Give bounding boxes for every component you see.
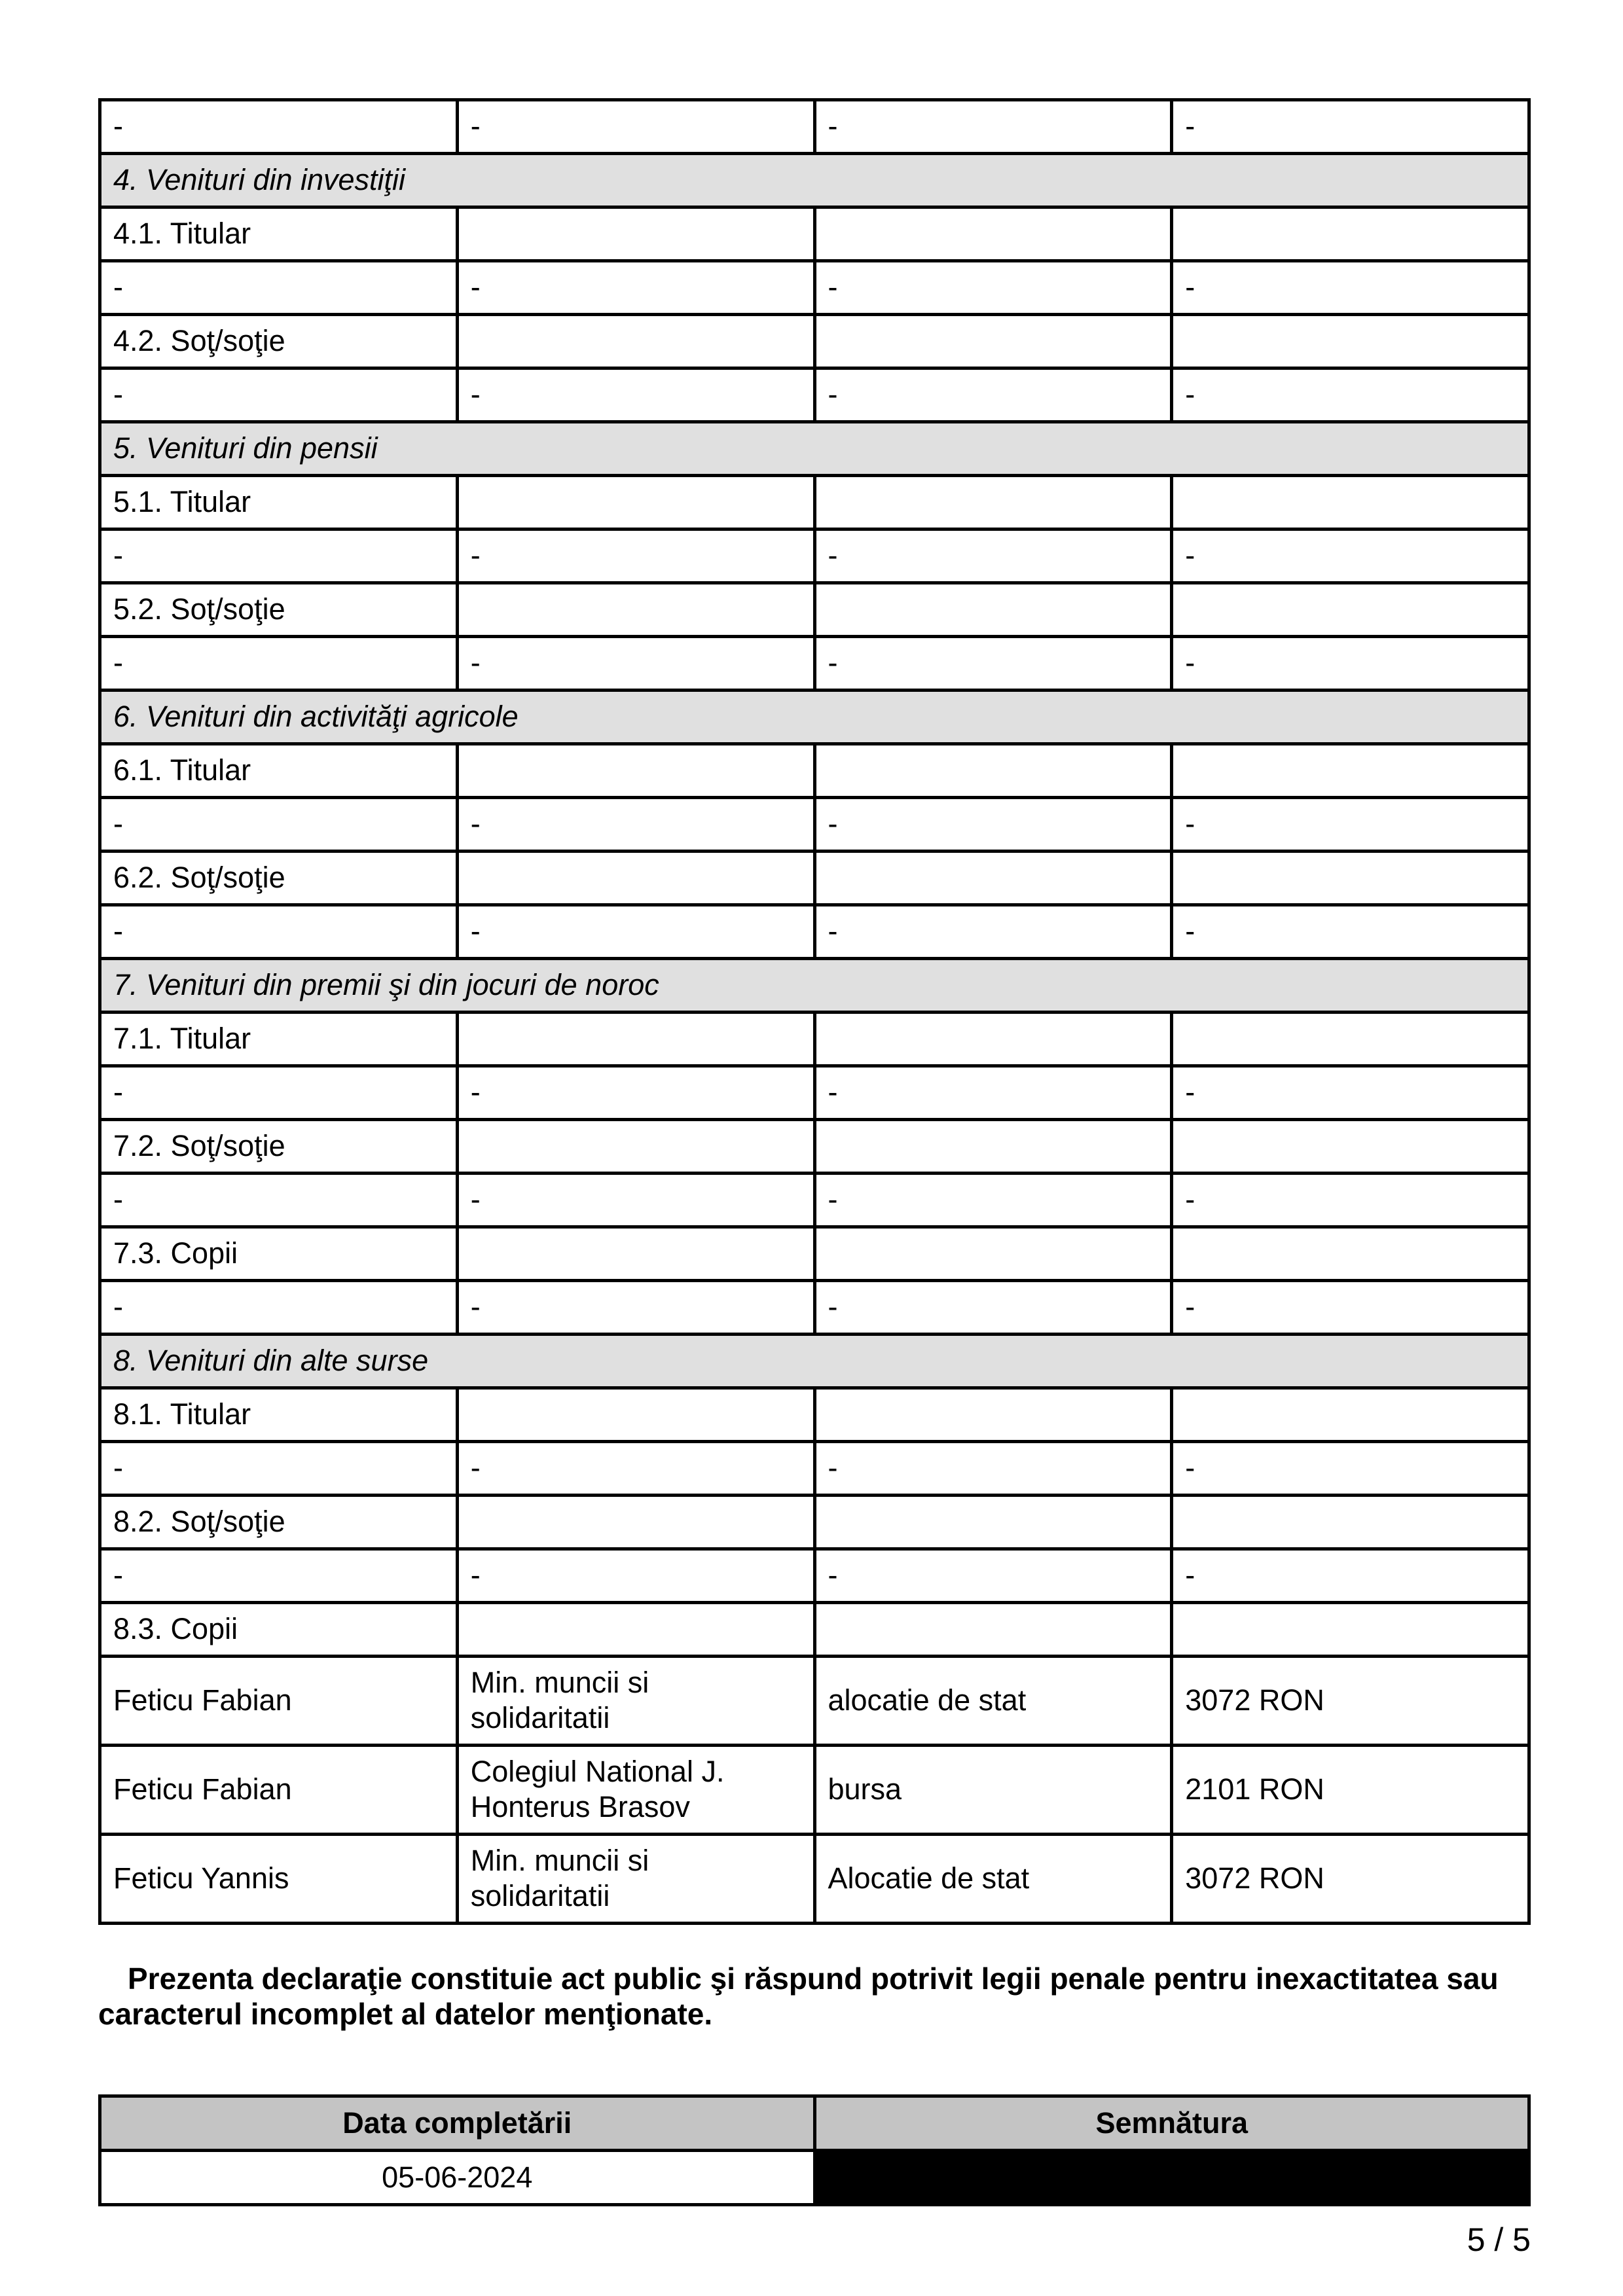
source-cell: - [457, 905, 814, 959]
income-amount-cell [1172, 1388, 1529, 1442]
service-cell [814, 1120, 1172, 1174]
section-header-row [100, 154, 1529, 207]
table-row [100, 798, 1529, 852]
table-row [100, 261, 1529, 315]
source-cell [457, 1013, 814, 1066]
source-cell [457, 852, 814, 905]
table-row [100, 315, 1529, 368]
table-row [100, 1227, 1529, 1281]
table-row [100, 1442, 1529, 1496]
source-cell: - [457, 1281, 814, 1335]
declaration-statement: Prezenta declaraţie constituie act public şi răspund potrivit legii penale pentru inexactitatea sau caracterul incomplet al datelor menţionate. [98, 1962, 1499, 2031]
source-cell [457, 1227, 814, 1281]
service-cell: - [814, 261, 1172, 315]
source-cell: - [457, 637, 814, 691]
earner-cell: 5.1. Titular [100, 476, 458, 529]
table-row [100, 368, 1529, 422]
income-amount-cell [1172, 1013, 1529, 1066]
income-amount-cell: 3072 RON [1172, 1657, 1529, 1746]
section-title: 4. Venituri din investiţii [100, 154, 1529, 207]
income-amount-cell: - [1172, 100, 1529, 154]
section-header-row [100, 959, 1529, 1013]
source-cell: Min. muncii si solidaritatii [457, 1657, 814, 1746]
table-row [100, 1657, 1529, 1746]
income-amount-cell [1172, 852, 1529, 905]
income-amount-cell [1172, 583, 1529, 637]
date-header: Data completării [100, 2096, 815, 2151]
earner-cell: 8.3. Copii [100, 1603, 458, 1657]
signature-table-row [100, 2151, 1529, 2205]
earner-cell: - [100, 637, 458, 691]
completion-date: 05-06-2024 [100, 2151, 815, 2205]
earner-cell: 8.2. Soţ/soţie [100, 1496, 458, 1549]
table-row [100, 1549, 1529, 1603]
source-cell [457, 744, 814, 798]
income-amount-cell: - [1172, 529, 1529, 583]
table-row [100, 476, 1529, 529]
income-amount-cell: - [1172, 1281, 1529, 1335]
income-amount-cell [1172, 207, 1529, 261]
income-amount-cell: - [1172, 905, 1529, 959]
income-table [98, 98, 1531, 1925]
source-cell [457, 1388, 814, 1442]
page-number: 5 / 5 [1467, 2221, 1531, 2258]
income-amount-cell [1172, 476, 1529, 529]
earner-cell: - [100, 261, 458, 315]
income-amount-cell [1172, 744, 1529, 798]
income-amount-cell [1172, 315, 1529, 368]
table-row [100, 1496, 1529, 1549]
service-cell [814, 1388, 1172, 1442]
service-cell: - [814, 905, 1172, 959]
service-cell: - [814, 637, 1172, 691]
income-amount-cell: - [1172, 368, 1529, 422]
earner-cell: - [100, 1281, 458, 1335]
table-row [100, 583, 1529, 637]
table-row [100, 637, 1529, 691]
earner-cell: 6.1. Titular [100, 744, 458, 798]
service-cell: - [814, 1549, 1172, 1603]
source-cell: - [457, 368, 814, 422]
source-cell: - [457, 529, 814, 583]
section-title: 8. Venituri din alte surse [100, 1335, 1529, 1388]
table-row [100, 207, 1529, 261]
service-cell: bursa [814, 1746, 1172, 1835]
signature-table [98, 2094, 1531, 2206]
table-row [100, 905, 1529, 959]
table-row [100, 529, 1529, 583]
earner-cell: - [100, 798, 458, 852]
earner-cell: - [100, 1174, 458, 1227]
income-amount-cell [1172, 1120, 1529, 1174]
earner-cell: - [100, 100, 458, 154]
earner-cell: 8.1. Titular [100, 1388, 458, 1442]
source-cell [457, 476, 814, 529]
table-row [100, 1388, 1529, 1442]
source-cell: - [457, 100, 814, 154]
income-amount-cell: - [1172, 261, 1529, 315]
earner-cell: 4.2. Soţ/soţie [100, 315, 458, 368]
earner-cell: Feticu Yannis [100, 1835, 458, 1924]
source-cell: - [457, 1442, 814, 1496]
earner-cell: - [100, 905, 458, 959]
service-cell: - [814, 100, 1172, 154]
service-cell: Alocatie de stat [814, 1835, 1172, 1924]
income-amount-cell: - [1172, 1066, 1529, 1120]
earner-cell: - [100, 1549, 458, 1603]
service-cell [814, 583, 1172, 637]
table-row [100, 1746, 1529, 1835]
table-row [100, 1013, 1529, 1066]
source-cell [457, 1120, 814, 1174]
service-cell [814, 1227, 1172, 1281]
service-cell: alocatie de stat [814, 1657, 1172, 1746]
section-title: 7. Venituri din premii şi din jocuri de noroc [100, 959, 1529, 1013]
income-amount-cell: - [1172, 1549, 1529, 1603]
earner-cell: 4.1. Titular [100, 207, 458, 261]
service-cell [814, 1603, 1172, 1657]
service-cell [814, 207, 1172, 261]
earner-cell: 7.3. Copii [100, 1227, 458, 1281]
table-row [100, 1174, 1529, 1227]
source-cell: Colegiul National J. Honterus Brasov [457, 1746, 814, 1835]
earner-cell: 7.1. Titular [100, 1013, 458, 1066]
table-row [100, 1603, 1529, 1657]
service-cell [814, 744, 1172, 798]
earner-cell: - [100, 368, 458, 422]
earner-cell: Feticu Fabian [100, 1657, 458, 1746]
earner-cell: - [100, 529, 458, 583]
earner-cell: - [100, 1066, 458, 1120]
table-row [100, 1120, 1529, 1174]
earner-cell: Feticu Fabian [100, 1746, 458, 1835]
source-cell [457, 1603, 814, 1657]
source-cell [457, 583, 814, 637]
section-header-row [100, 422, 1529, 476]
source-cell: - [457, 1549, 814, 1603]
income-amount-cell: 2101 RON [1172, 1746, 1529, 1835]
section-header-row [100, 691, 1529, 744]
source-cell [457, 1496, 814, 1549]
service-cell: - [814, 798, 1172, 852]
table-row [100, 852, 1529, 905]
income-amount-cell: - [1172, 1442, 1529, 1496]
service-cell [814, 315, 1172, 368]
service-cell: - [814, 368, 1172, 422]
signature-table-header-row [100, 2096, 1529, 2151]
signature-header: Semnătura [814, 2096, 1529, 2151]
source-cell: - [457, 1066, 814, 1120]
source-cell: Min. muncii si solidaritatii [457, 1835, 814, 1924]
service-cell [814, 1496, 1172, 1549]
income-table-body [100, 100, 1529, 1924]
income-amount-cell: 3072 RON [1172, 1835, 1529, 1924]
income-amount-cell [1172, 1496, 1529, 1549]
earner-cell: - [100, 1442, 458, 1496]
table-row [100, 100, 1529, 154]
income-amount-cell: - [1172, 798, 1529, 852]
source-cell: - [457, 1174, 814, 1227]
earner-cell: 7.2. Soţ/soţie [100, 1120, 458, 1174]
source-cell [457, 315, 814, 368]
income-amount-cell [1172, 1603, 1529, 1657]
income-amount-cell: - [1172, 1174, 1529, 1227]
section-title: 6. Venituri din activităţi agricole [100, 691, 1529, 744]
signature-box [814, 2151, 1529, 2205]
service-cell [814, 852, 1172, 905]
earner-cell: 6.2. Soţ/soţie [100, 852, 458, 905]
source-cell [457, 207, 814, 261]
service-cell [814, 476, 1172, 529]
service-cell: - [814, 1442, 1172, 1496]
earner-cell: 5.2. Soţ/soţie [100, 583, 458, 637]
source-cell: - [457, 261, 814, 315]
income-amount-cell [1172, 1227, 1529, 1281]
section-title: 5. Venituri din pensii [100, 422, 1529, 476]
table-row [100, 744, 1529, 798]
service-cell: - [814, 1281, 1172, 1335]
service-cell: - [814, 529, 1172, 583]
table-row [100, 1066, 1529, 1120]
income-amount-cell: - [1172, 637, 1529, 691]
section-header-row [100, 1335, 1529, 1388]
service-cell: - [814, 1174, 1172, 1227]
table-row [100, 1835, 1529, 1924]
service-cell [814, 1013, 1172, 1066]
table-row [100, 1281, 1529, 1335]
source-cell: - [457, 798, 814, 852]
service-cell: - [814, 1066, 1172, 1120]
